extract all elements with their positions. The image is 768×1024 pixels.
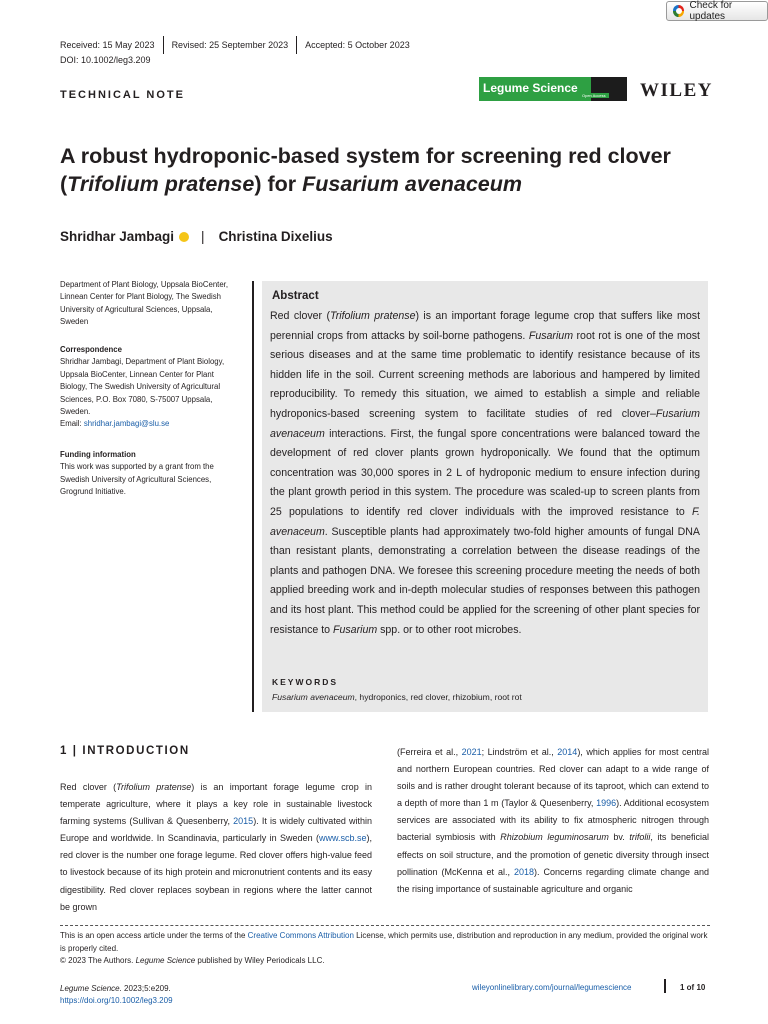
divider [163,36,164,54]
citation-link[interactable]: 1996 [596,798,617,809]
received-date: Received: 15 May 2023 [60,40,155,50]
orcid-icon[interactable] [179,232,189,242]
author-name[interactable]: Shridhar Jambagi [60,229,175,244]
footer-divider [664,979,666,993]
affiliation: Department of Plant Biology, Uppsala BioCenter, Linnean Center for Plant Biology, The Swedish University of Agricultural Sciences, Uppsala, Sweden [60,280,229,327]
footer-citation: Legume Science. 2023;5:e209. https://doi.org/10.1002/leg3.209 [60,984,173,1005]
abstract-heading: Abstract [272,290,319,302]
page-number: 1 of 10 [680,983,706,992]
journal-logo-text: Legume Science [483,81,578,95]
citation-link[interactable]: 2015 [233,816,254,827]
publisher-logo: WILEY [640,80,713,101]
body-text-column-1: Red clover (Trifolium pratense) is an important forage legume crop in temperate agriculture, where it plays a key role in sustainable livestock farming systems (Sullivan & Quesenberry, 2015). It is widely cultivated within Europe and worldwide. In Scandinavia, particularly in Sweden (www.scb.se), red clover is the number one forage legume. Red clover offers high-value feed to livestock because of its high protein and micronutrient contents and its easy digestibility. Red clover replaces soybean in regions where the latter cannot be grown [60,782,373,912]
divider [296,36,297,54]
publication-dates [60,38,410,52]
footnote-divider [60,925,710,926]
author-name[interactable]: Christina Dixelius [218,229,333,244]
check-for-updates-button[interactable] [666,1,768,21]
abstract-text: Red clover (Trifolium pratense) is an important forage legume crop that suffers like most perennial crops from attacks by soil-borne pathogens. Fusarium root rot is one of the most serious diseases and at the same time problematic to identify resistance because of its hidden life in the soil. Current screening methods are laborious and hampered by limited reproducibility. To remedy this situation, we aimed to establish a simple and reliable hydroponics-based screening system to facilitate studies of red clover–Fusarium avenaceum interactions. First, the fungal spore concentrations were balanced toward the development of red clover plants grown hydroponically. We found that the optimum concentration was 30,000 spores in 2 L of hydroponic medium to ensure infection during the plant growth period in this system. The procedure was scaled-up to screen plants from 25 populations to identify red clover individuals with the improved resistance to F. avenaceum. Susceptible plants had approximately two-fold higher amounts of fungal DNA than resistant plants, demonstrating a correlation between the disease readings of the plants and pathogen DNA. We foresee this screening procedure meeting the needs of both applied breeding work and in-depth molecular studies of responses between this pathogen and its host plant. This method could be applied for the screening of other plant species for resistance to Fusarium spp. or to other root microbes. [270,310,701,636]
author-list [60,229,333,244]
keywords-list: Fusarium avenaceum, hydroponics, red clover, rhizobium, root rot [272,692,522,702]
email-link[interactable]: shridhar.jambagi@slu.se [83,419,170,429]
keywords-heading: KEYWORDS [272,677,339,687]
check-updates-label: Check for updates [689,0,733,22]
article-title: A robust hydroponic-based system for screening red clover (Trifolium pratense) for Fusarium avenaceum [60,144,671,196]
correspondence-label: Correspondence [60,345,122,354]
citation-link[interactable]: 2018 [513,866,534,877]
license-note: This is an open access article under the terms of the Creative Commons Attribution License, which permits use, distribution and reproduction in any medium, provided the original work is properly cited. © 2023 The Authors. Legume Science published by Wiley Periodicals LLC. [60,931,708,965]
section-heading: 1 | INTRODUCTION [60,745,190,757]
journal-logo [479,77,627,101]
funding-label: Funding information [60,450,136,459]
funding-text: This work was supported by a grant from the Swedish University of Agricultural Sciences, Grogrund Initiative. [60,462,214,497]
citation-link[interactable]: 2014 [557,747,578,757]
correspondence: Correspondence Shridhar Jambagi, Department of Plant Biology, Uppsala BioCenter, Linnean Center for Plant Biology, The Swedish University of Agricultural Sciences, P.O. Box 7080, S-75007 Uppsala, Sweden. Email: shridhar.jambagi@slu.se [60,344,242,431]
doi-header: DOI: 10.1002/leg3.209 [60,55,151,65]
crossmark-icon [673,5,684,17]
license-link[interactable]: Creative Commons Attribution [247,931,354,940]
open-access-tag: Open Access [579,93,609,98]
website-link[interactable]: www.scb.se [318,833,367,844]
revised-date: Revised: 25 September 2023 [171,40,289,50]
correspondence-text: Shridhar Jambagi, Department of Plant Biology, Uppsala BioCenter, Linnean Center for Plant Biology, The Swedish University of Agricultural Sciences, P.O. Box 7080, S-75007 Uppsala, Sweden. [60,357,225,417]
abstract-rule [252,281,254,712]
journal-url-link[interactable]: wileyonlinelibrary.com/journal/legumescience [472,983,632,992]
funding-information [60,449,242,499]
article-type: TECHNICAL NOTE [60,89,185,101]
doi-link[interactable]: https://doi.org/10.1002/leg3.209 [60,996,173,1005]
accepted-date: Accepted: 5 October 2023 [305,40,410,50]
citation-link[interactable]: 2021 [461,747,482,757]
author-separator: | [201,229,205,244]
body-text-column-2: (Ferreira et al., 2021; Lindström et al., 2014), which applies for most central and northern European countries. Red clover can adapt to a wide range of soils and is rather drought tolerant because of its taproot, which can extend to a depth of more than 1 m (Taylor & Quesenberry, 1996). Additional ecosystem services are associated with its ability to fix atmospheric nitrogen through bacterial symbiosis with Rhizobium leguminosarum bv. trifolii, its beneficial effects on soil structure, and the promotion of genetic diversity through insect pollination (McKenna et al., 2018). Concerns regarding climate change and the rising importance of sustainable agriculture and organic [397,747,710,894]
